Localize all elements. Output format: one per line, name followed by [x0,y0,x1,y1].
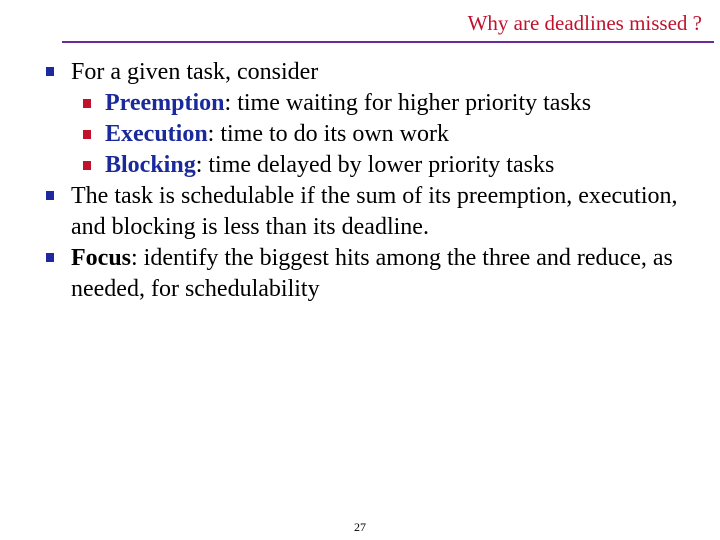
slide-title: Why are deadlines missed ? [467,11,702,35]
term-execution: Execution [105,121,208,147]
sub-bullet-text: : time to do its own work [207,121,449,147]
square-bullet-icon [83,130,91,139]
sub-bullet-text: : time delayed by lower priority tasks [195,152,555,178]
square-bullet-icon [83,161,91,170]
square-bullet-icon [83,99,91,108]
square-bullet-icon [46,67,54,76]
bullet-item-focus [46,243,706,305]
square-bullet-icon [46,253,54,262]
term-focus: Focus [71,245,131,271]
bullet-list [46,57,706,305]
bullet-text: For a given task, consider [71,59,319,85]
sub-bullet-blocking [71,150,706,181]
sub-bullet-list [71,88,706,181]
header-divider [62,41,714,43]
term-preemption: Preemption [105,90,225,116]
term-blocking: Blocking [105,152,196,178]
bullet-item-schedulable [46,181,706,243]
bullet-text: : identify the biggest hits among the three and reduce, as needed, for schedulability [71,245,673,302]
sub-bullet-text: : time waiting for higher priority tasks [224,90,592,116]
bullet-item-consider [46,57,706,181]
sub-bullet-execution [71,119,706,150]
bullet-text: The task is schedulable if the sum of its preemption, execution, and blocking is less than its deadline. [71,183,678,240]
page-number: 27 [354,520,366,534]
square-bullet-icon [46,191,54,200]
sub-bullet-preemption [71,88,706,119]
